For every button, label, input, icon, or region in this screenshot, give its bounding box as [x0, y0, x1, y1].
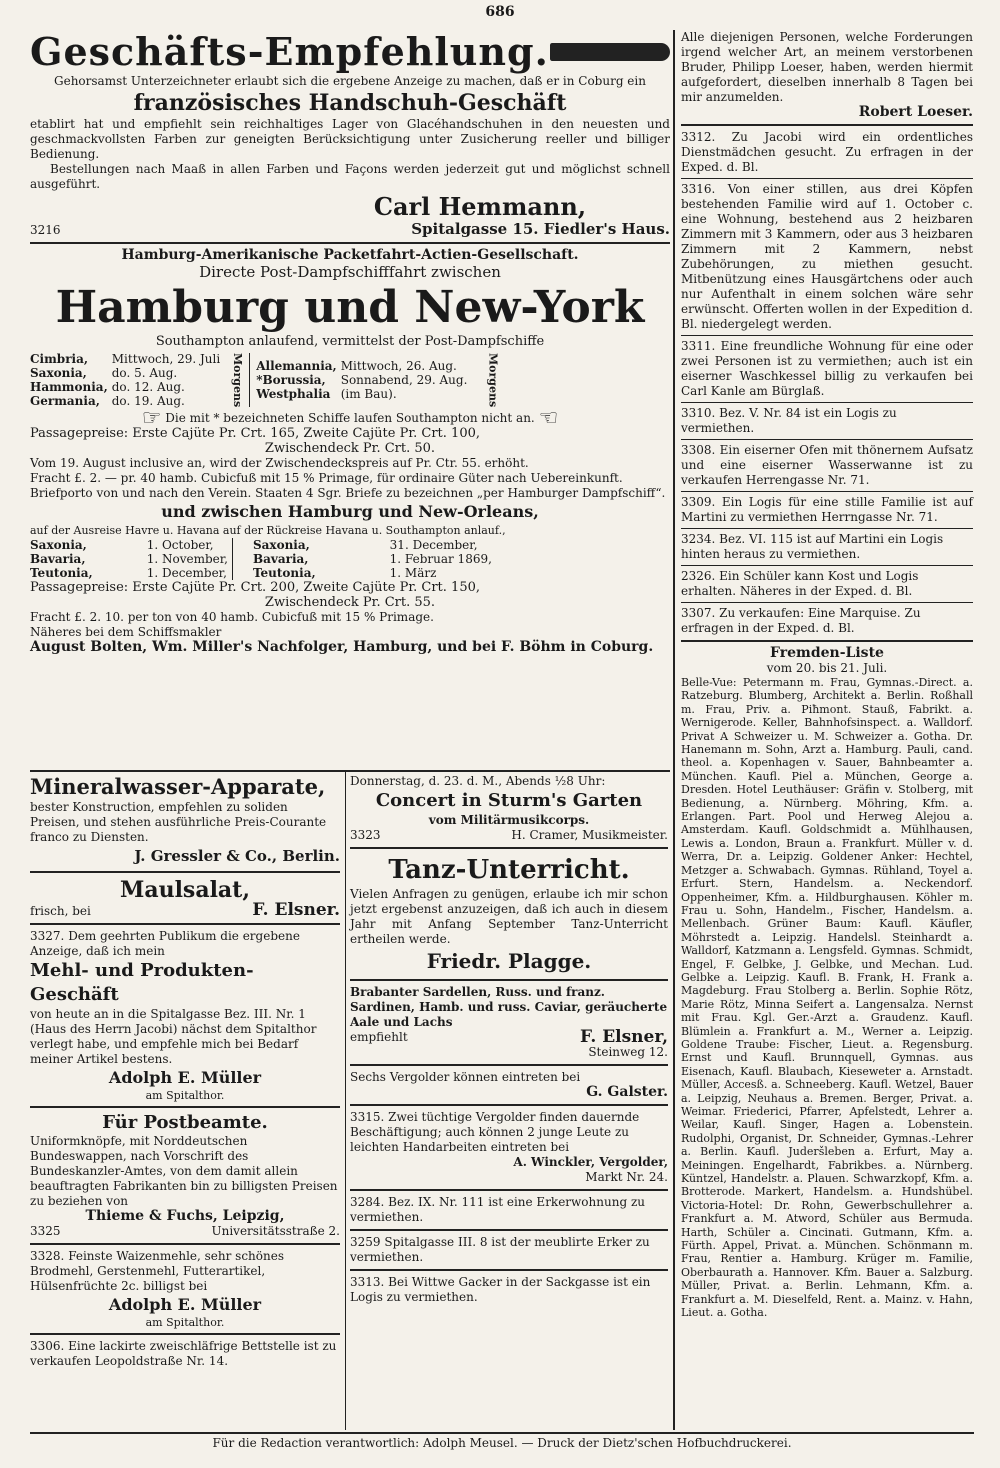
orleans-left	[30, 538, 233, 580]
guest-list: Belle-Vue: Petermann m. Frau, Gymnas.-Direct. a. Ratzeburg. Blumberg, Architekt a. Berlin. Roßhall m. Frau, Priv. a. Piħmont. Stauß, Fabrikt. a. Wernigerode. Keller, Bahnhofsinspect. a. Walldorf. Privat A Schweizer u. M. Schweizer a. Gotha. Dr. Hanemann m. Sohn, Arzt a. Hamburg. Pauli, cand. theol. a. Kopenhagen v. Sauer, Bahnbeamter a. München. Kaufl. Piel a. München, George a. Dresden. Hotel Leuthäuser: Gräfin v. Stolberg, mit Bedienung, a. Nürnberg. Möhring, Kfm. a. Erlangen. Part. Pool und Herweg Alejou a. Amsterdam. Kaufl. Goldschmidt a. Mühlhausen, Lewis a. London, Braun a. Frankfurt. Müller v. d. Werra, Dr. a. Leipzig. Goldener Anker: Hechtel, Metzger a. Schwabach. Gymnas. Rühland, Toyel a. Erfurt. Stern, Handelsm. a. Neckendorf. Oppenheimer, Kfm. a. Hildburghausen. Köhler m. Frau u. Sohn, Handelm., Fischer, Handelsm. a. Mellenbach. Grüner Baum: Kaufl. Käufler, Möhrstedt a. Leipzig. Handelsl. Steinhardt a. Walldorf, Katzmann a. Lengsfeld. Gymnas. Schmidt, Engel, F. Gelbke, J. Gelbke, und Mechan. Lud. Gelbke a. Leipzig. Kaufl. B. Frank, H. Frank a. Magdeburg. Frau Stolberg a. Berlin. Sophie Rötz, Marie Rötz, Minna Seifert a. Langensalza. Nernst mit Frau. Kgl. Ger.-Arzt a. Graudenz. Kaufl. Blümlein a. Frankfurt a. M., Werner a. Leipzig. Goldene Traube: Fischer, Lieut. a. Regensburg. Ernst und Kaufl. Brunnquell, Gymnas. aus Eisenach, Kaufl. Blaubach, Kieseweter a. Arnstadt. Müller, Accesß. a. Schneeberg. Kaufl. Wetzel, Bauer a. Leipzig, Neuhaus a. Bremen. Berger, Privat. a. Weimar. Friederici, Pfarrer, Apfelstedt, Lehrer a. Weilar, Kaufl. Singer, Hagen a. Lobenstein. Rudolphi, Organist, Dr. Schneider, Gymnas.-Lehrer a. Berlin. Kaufl. Juderšleben a. Erfurt, May a. Meiningen. Engelhardt, Fabrikbes. a. Nürnberg. Küntzel, Handelstr. a. Plauen. Schwarzkopf, Kfm. a. Brotterode. Markert, Handelsm. a. Hundshübel. Victoria-Hotel: Dr. Rohn, Gewerbschullehrer a. Frankfurt a. M. Atword, Schüler aus Bermuda. Harth, Schüler a. Cincinati. Gutmann, Kfm. a. Fürth. Appel, Privat. a. München. Schönmann m. Frau, Rentier a. Hamburg. Krüger m. Familie, Oberbaurath a. Hannover. Kfm. Bauer a. Salzburg. Müller, Privat. a. Berlin. Lehmann, Kfm. a. Frankfurt a. M. Dieselfeld, Rent. a. Mainz. v. Hahn, Lieut. a. Gotha.	[681, 676, 973, 1320]
ad-3308: 3308. Ein eiserner Ofen mit thönernem Aufsatz und eine eiserner Wasserwanne ist zu verkaufen Herrengasse Nr. 71.	[681, 443, 973, 487]
ad-3327-intro: Dem geehrten Publikum die ergebene Anzeige, daß ich mein	[30, 929, 300, 958]
divider	[30, 923, 340, 925]
dance-name: Friedr. Plagge.	[426, 949, 592, 973]
post-body: Uniformknöpfe, mit Norddeutschen Bundeswappen, nach Vorschrift des Bundeskanzler-Amtes, von dem damit allein beauftragten Fabrikanten bin zu billigsten Preisen zu beziehen von	[30, 1134, 338, 1208]
ad-mineral	[30, 774, 340, 867]
ship-date: do. 12. Aug.	[111, 380, 185, 394]
star-note: Die mit * bezeichneten Schiffe laufen Southampton nicht an.	[165, 411, 535, 425]
ship-date: 1. Februar 1869,	[389, 552, 492, 566]
ad-gilders	[350, 1070, 668, 1100]
divider	[681, 335, 973, 336]
ad-3306: 3306. Eine lackirte zweischläfrige Bettstelle ist zu verkaufen Leopoldstraße Nr. 14.	[30, 1339, 337, 1368]
ship-date: Mittwoch, 29. Juli	[111, 352, 221, 366]
divider	[350, 1229, 668, 1231]
divider	[350, 1269, 668, 1271]
ship-date: do. 19. Aug.	[111, 394, 185, 408]
ship-date: Mittwoch, 26. Aug.	[340, 359, 457, 373]
guest-list-date: vom 20. bis 21. Juli.	[766, 661, 888, 675]
mineral-body: bester Konstruction, empfehlen zu soliden Preisen, und stehen ausführliche Preis-Courante franco zu Diensten.	[30, 800, 327, 844]
ship-date: do. 5. Aug.	[111, 366, 178, 380]
ship-name: Teutonia,	[30, 566, 93, 580]
freight-1: Fracht £. 2. — pr. 40 hamb. Cubicfuß mit 15 % Primage, für ordinaire Güter nach Uebereinkunft.	[30, 471, 623, 485]
divider	[681, 178, 973, 179]
ships-table-1	[30, 352, 670, 408]
divider	[681, 402, 973, 403]
gloves-intro: Gehorsamst Unterzeichneter erlaubt sich die ergebene Anzeige zu machen, daß er in Coburg ein	[54, 74, 646, 88]
ship-name: Hammonia,	[30, 380, 108, 394]
creditors-name: Robert Loeser.	[858, 104, 973, 120]
divider	[350, 1104, 668, 1106]
shipping-company: Hamburg-Amerikanische Packetfahrt-Actien-Gesellschaft.	[121, 247, 579, 263]
glove-icon	[550, 43, 670, 61]
ad-number: 3328.	[30, 1249, 65, 1263]
postage: Briefporto von und nach den Verein. Staaten 4 Sgr. Briefe zu bezeichnen „per Hamburger Dampfschiff“.	[30, 486, 666, 500]
divider	[350, 1064, 668, 1066]
orleans-headline: und zwischen Hamburg und New-Orleans,	[161, 502, 539, 521]
subcolumn-b	[350, 774, 668, 1305]
ships-right	[256, 359, 471, 401]
ad-3327-place: am Spitalthor.	[145, 1089, 225, 1102]
gilders-name: G. Galster.	[586, 1084, 668, 1100]
post-address: Universitätsstraße 2.	[211, 1224, 340, 1238]
ad-3315	[350, 1110, 668, 1185]
ad-3309: 3309. Ein Logis für eine stille Familie ist auf Martini zu vermiethen Herrngasse Nr. 71.	[681, 495, 973, 524]
divider	[30, 871, 340, 873]
ships-table-2	[30, 538, 670, 580]
concert-conductor: H. Cramer, Musikmeister.	[511, 828, 668, 842]
ad-3284: 3284. Bez. IX. Nr. 111 ist eine Erkerwohnung zu vermiethen.	[350, 1195, 645, 1224]
mineral-title: Mineralwasser-Apparate,	[30, 774, 326, 799]
divider	[30, 1333, 340, 1335]
shipping-agent: August Bolten, Wm. Miller's Nachfolger, Hamburg, und bei F. Böhm in Coburg.	[30, 639, 654, 655]
ad-maulsalat	[30, 877, 340, 919]
divider	[681, 491, 973, 492]
ship-name: Cimbria,	[30, 352, 89, 366]
subcolumn-a	[30, 774, 340, 1369]
concert-date: Donnerstag, d. 23. d. M., Abends ½8 Uhr:	[350, 774, 606, 788]
shipping-via: Southampton anlaufend, vermittelst der Post-Dampfschiffe	[155, 334, 545, 349]
divider	[681, 124, 973, 126]
divider	[681, 602, 973, 603]
concert-title: Concert in Sturm's Garten	[375, 790, 643, 811]
ship-date: Sonnabend, 29. Aug.	[340, 373, 468, 387]
shipping-details: Näheres bei dem Schiffsmakler	[30, 625, 222, 639]
fares-1b: Zwischendeck Pr. Crt. 50.	[264, 441, 436, 456]
divider	[350, 979, 668, 981]
ad-number: 3325	[30, 1224, 61, 1238]
divider	[350, 1189, 668, 1191]
concert-by: vom Militärmusikcorps.	[428, 813, 590, 827]
ad-3328-name: Adolph E. Müller	[108, 1295, 262, 1314]
ad-3327-title: Mehl- und Produkten-Geschäft	[30, 960, 254, 1005]
ship-date: 1. November,	[146, 552, 228, 566]
ad-elsner	[350, 985, 668, 1060]
ship-date: 1. December,	[146, 566, 227, 580]
post-firm: Thieme & Fuchs, Leipzig,	[85, 1208, 285, 1224]
pointing-hand-left-icon: ☜	[538, 406, 559, 431]
maulsalat-title: Maulsalat,	[119, 877, 251, 903]
ad-3307: 3307. Zu verkaufen: Eine Marquise. Zu erfragen in der Exped. d. Bl.	[681, 606, 921, 635]
gloves-body-2: Bestellungen nach Maaß in allen Farben und Façons werden jederzeit gut und möglichst schnell ausgeführt.	[30, 162, 670, 191]
ad-3310: 3310. Bez. V. Nr. 84 ist ein Logis zu vermiethen.	[681, 406, 897, 435]
elsner-body: Brabanter Sardellen, Russ. und franz. Sardinen, Hamb. und russ. Caviar, geräucherte Aale und Lachs	[350, 985, 668, 1029]
orleans-route: auf der Ausreise Havre u. Havana auf der Rückreise Havana u. Southampton anlauf.,	[30, 524, 506, 537]
ad-2326: 2326. Ein Schüler kann Kost und Logis erhalten. Näheres in der Exped. d. Bl.	[681, 569, 919, 598]
page-number: 686	[485, 4, 515, 20]
ship-name: Saxonia,	[30, 366, 87, 380]
pointing-hand-right-icon: ☞	[141, 406, 162, 431]
fares-2: Passagepreise: Erste Cajüte Pr. Crt. 200, Zweite Cajüte Pr. Crt. 150,	[30, 580, 480, 595]
gloves-shop-title: französisches Handschuh-Geschäft	[133, 90, 567, 116]
ad-3316: 3316. Von einer stillen, aus drei Köpfen bestehenden Familie wird auf 1. October c. eine Wohnung, bestehend aus 2 heizbaren Zimmern mit 3 Kammern, oder aus 3 heizbaren Zimmern mit 2 Kammern, nebst Zubehörungen, zu miethen gesucht. Mitbenützung eines Hausgärtchens oder auch nur Aufenthalt in einem solchen wäre sehr erwünscht. Offerten wollen in der Expedition d. Bl. niedergelegt werden.	[681, 182, 973, 331]
ad-3315-name: A. Winckler, Vergolder,	[513, 1155, 668, 1169]
orleans-right	[253, 538, 496, 580]
ship-date: 1. October,	[146, 538, 214, 552]
ad-3327-name: Adolph E. Müller	[108, 1068, 262, 1087]
post-title: Für Postbeamte.	[102, 1112, 268, 1133]
ship-date: 1. März	[389, 566, 437, 580]
ad-number: 3327.	[30, 929, 65, 943]
ship-name: Allemannia,	[256, 359, 337, 373]
dance-body: Vielen Anfragen zu genügen, erlaube ich mir schon jetzt ergebenst anzuzeigen, daß ich auch in diesem Jahr mit Anfang September Tanz-Unterricht ertheilen werde.	[350, 887, 668, 946]
gloves-headline: Geschäfts-Empfehlung.	[30, 29, 549, 74]
ad-3312: 3312. Zu Jacobi wird ein ordentliches Dienstmädchen gesucht. Zu erfragen in der Exped. d. Bl.	[681, 130, 973, 174]
mineral-firm: J. Gressler & Co., Berlin.	[134, 847, 340, 865]
ship-date: (im Bau).	[340, 387, 397, 401]
ad-3328	[30, 1249, 340, 1329]
ship-name: *Borussia,	[256, 373, 326, 387]
divider	[30, 1106, 340, 1108]
ad-3311: 3311. Eine freundliche Wohnung für eine oder zwei Personen ist zu vermiethen; auch ist ein eiserner Waschkessel billig zu verkaufen bei Carl Kanle am Bürglaß.	[681, 339, 973, 398]
gloves-number: 3216	[30, 223, 61, 237]
gloves-body-1: etablirt hat und empfiehlt sein reichhaltiges Lager von Glacéhandschuhen in den neuesten und geschmackvollsten Farben zur geneigten Berücksichtigung unter Zusicherung reeller und billiger Bedienung.	[30, 117, 670, 161]
divider	[30, 1243, 340, 1245]
divider	[681, 565, 973, 566]
ad-3259: 3259 Spitalgasse III. 8 ist der meublirte Erker zu vermiethen.	[350, 1235, 650, 1264]
maulsalat-firm: F. Elsner.	[252, 900, 340, 920]
gloves-name: Carl Hemmann,	[373, 192, 587, 221]
divider	[30, 242, 670, 244]
gloves-address: Spitalgasse 15. Fiedler's Haus.	[411, 220, 670, 238]
ad-3313: 3313. Bei Wittwe Gacker in der Sackgasse ist ein Logis zu vermiethen.	[350, 1275, 651, 1304]
ad-3328-place: am Spitalthor.	[145, 1316, 225, 1329]
ad-gloves	[30, 30, 670, 238]
right-column	[673, 30, 973, 1430]
ships-left	[30, 352, 224, 408]
maulsalat-body: frisch, bei	[30, 904, 91, 918]
ad-post	[30, 1112, 340, 1239]
ad-shipping	[30, 248, 670, 655]
ship-name: Bavaria,	[252, 552, 309, 566]
ship-name: Saxonia,	[30, 538, 87, 552]
ship-name: Germania,	[30, 394, 100, 408]
elsner-recommends: empfiehlt	[350, 1030, 408, 1044]
morgens-label: Morgens	[486, 352, 500, 408]
divider	[681, 640, 973, 642]
ad-concert	[350, 774, 668, 843]
shipping-headline: Hamburg und New-York	[55, 282, 645, 333]
ship-name: Bavaria,	[30, 552, 86, 566]
from-august: Vom 19. August inclusive an, wird der Zwischendeckspreis auf Pr. Ctr. 55. erhöht.	[30, 456, 529, 470]
imprint-footer: Für die Redaction verantwortlich: Adolph Meusel. — Druck der Dietz'schen Hofbuchdruckerei.	[30, 1432, 974, 1450]
shipping-subtitle: Directe Post-Dampfschifffahrt zwischen	[199, 263, 501, 281]
creditors-notice: Alle diejenigen Personen, welche Forderungen irgend welcher Art, an meinem verstorbenen Bruder, Philipp Loeser, haben, werden hiermit aufgefordert, dieselben innerhalb 8 Tagen bei mir anzumelden.	[681, 30, 973, 104]
ship-name: Teutonia,	[252, 566, 316, 580]
morgens-label: Morgens	[230, 353, 250, 407]
fares-1: Passagepreise: Erste Cajüte Pr. Crt. 165, Zweite Cajüte Pr. Crt. 100,	[30, 426, 480, 441]
divider	[345, 770, 346, 1430]
gilders-body: Sechs Vergolder können eintreten bei	[350, 1070, 581, 1084]
ship-name: Westphalia	[256, 387, 331, 401]
elsner-name: F. Elsner,	[580, 1027, 668, 1047]
ad-3327	[30, 929, 340, 1102]
ship-name: Saxonia,	[252, 538, 310, 552]
divider	[681, 528, 973, 529]
ad-3328-body: Feinste Waizenmehle, sehr schönes Brodmehl, Gerstenmehl, Futterartikel, Hülsenfrüchte 2c. billigst bei	[30, 1249, 284, 1293]
left-column	[30, 30, 670, 770]
ad-3315-body: 3315. Zwei tüchtige Vergolder finden dauernde Beschäftigung; auch können 2 junge Leute zu leichten Handarbeiten eintreten bei	[350, 1110, 640, 1154]
divider	[681, 439, 973, 440]
freight-2: Fracht £. 2. 10. per ton von 40 hamb. Cubicfuß mit 15 % Primage.	[30, 610, 434, 624]
dance-title: Tanz-Unterricht.	[388, 855, 630, 885]
ad-3315-address: Markt Nr. 24.	[585, 1170, 668, 1184]
guest-list-title: Fremden-Liste	[770, 645, 884, 661]
elsner-address: Steinweg 12.	[588, 1045, 668, 1059]
ad-number: 3323	[350, 828, 381, 842]
divider	[350, 847, 668, 849]
ship-date: 31. December,	[389, 538, 478, 552]
ad-3327-body: von heute an in die Spitalgasse Bez. III. Nr. 1 (Haus des Herrn Jacobi) nächst dem Spitalthor verlegt habe, und empfehle mich bei Bedarf meiner Artikel bestens.	[30, 1007, 317, 1066]
ad-3234: 3234. Bez. VI. 115 ist auf Martini ein Logis hinten heraus zu vermiethen.	[681, 532, 944, 561]
divider	[30, 770, 670, 772]
fares-2b: Zwischendeck Pr. Crt. 55.	[264, 595, 436, 610]
ad-dance	[350, 853, 668, 975]
